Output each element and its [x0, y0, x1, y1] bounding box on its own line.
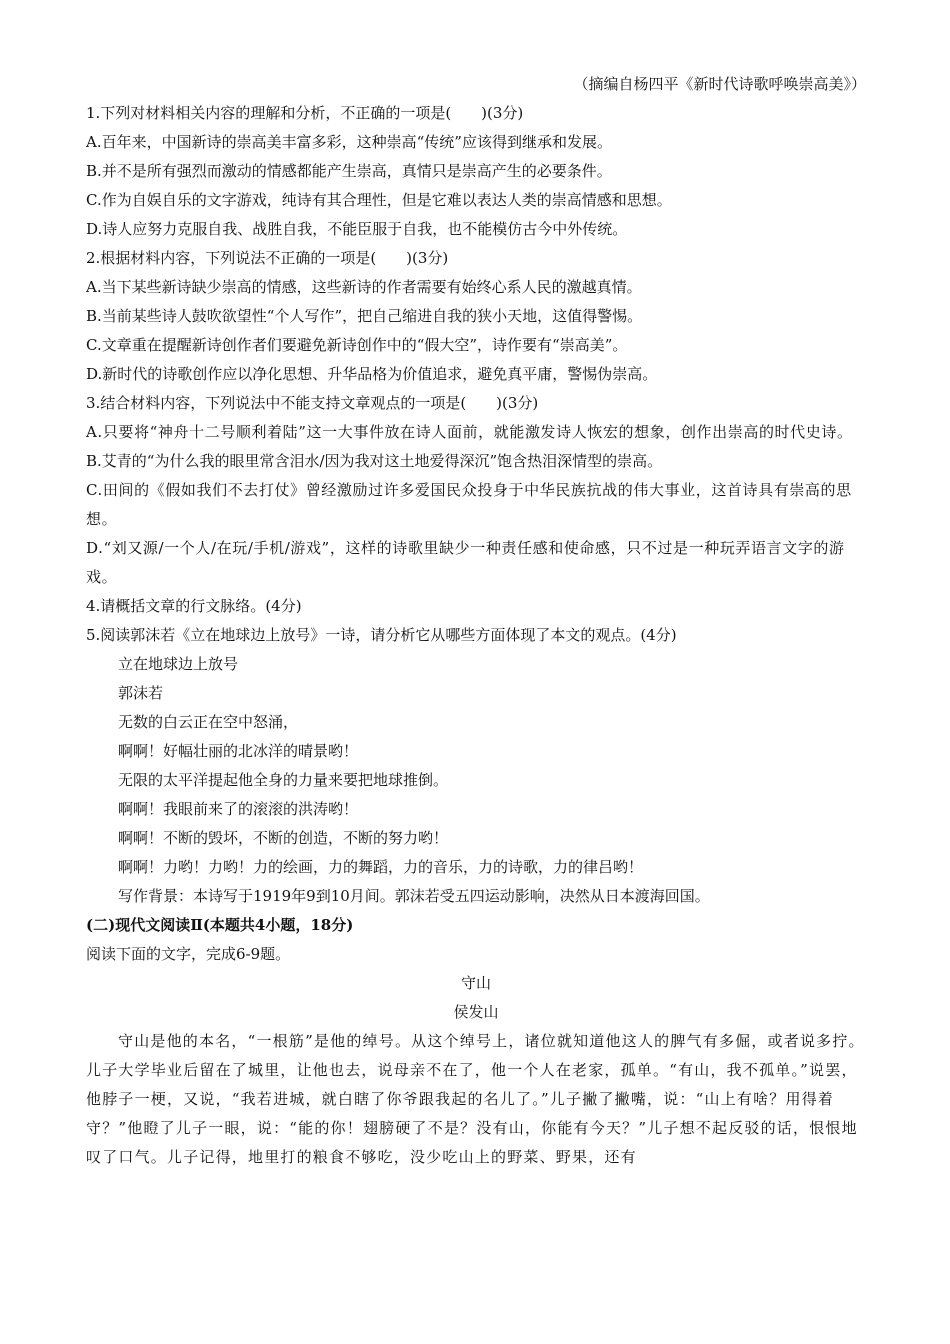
question-1-stem: 1.下列对材料相关内容的理解和分析，不正确的一项是( )(3分) — [86, 104, 524, 122]
exam-page — [86, 70, 866, 1172]
poem-line: 啊啊！我眼前来了的滚滚的洪涛哟！ — [118, 800, 359, 818]
poem-title: 立在地球边上放号 — [118, 655, 239, 673]
question-2-option-b: B.当前某些诗人鼓吹欲望性“个人写作”，把自己缩进自我的狭小天地，这值得警惕。 — [86, 307, 643, 325]
question-4: 4.请概括文章的行文脉络。(4分) — [86, 597, 302, 615]
question-1-option-d: D.诗人应努力克服自我、战胜自我，不能臣服于自我，也不能模仿古今中外传统。 — [86, 220, 628, 238]
story-paragraph: 守山是他的本名，“一根筋”是他的绰号。从这个绰号上，诸位就知道他这人的脾气有多倔，或者说多拧。儿子大学毕业后留在了城里，让他也去，说母亲不在了，他一个人在老家，孤单。“有山，我不孤单。”说罢，他脖子一梗，又说，“我若进城，就白瞎了你爷跟我起的名儿了。”儿子撇了撇嘴，说：“山上有啥？用得着守？”他瞪了儿子一眼，说：“能的你！翅膀硬了不是？没有山，你能有今天？”儿子想不起反驳的话，恨恨地叹了口气。儿子记得，地里打的粮食不够吃，没少吃山上的野菜、野果，还有 — [86, 1032, 865, 1166]
question-2-option-d: D.新时代的诗歌创作应以净化思想、升华品格为价值追求，避免真平庸，警惕伪崇高。 — [86, 365, 658, 383]
question-1-option-c: C.作为自娱自乐的文字游戏，纯诗有其合理性，但是它难以表达人类的崇高情感和思想。 — [86, 191, 672, 209]
question-1-option-b: B.并不是所有强烈而激动的情感都能产生崇高，真情只是崇高产生的必要条件。 — [86, 162, 612, 180]
poem-line: 啊啊！力哟！力哟！力的绘画，力的舞蹈，力的音乐，力的诗歌，力的律吕哟！ — [118, 858, 644, 876]
question-2-stem: 2.根据材料内容，下列说法不正确的一项是( )(3分) — [86, 249, 449, 267]
question-3-option-d: D.“刘又源/一个人/在玩/手机/游戏”，这样的诗歌里缺少一种责任感和使命感，只不过是一种玩弄语言文字的游戏。 — [86, 539, 845, 586]
story-author: 侯发山 — [453, 1003, 499, 1021]
question-2-option-c: C.文章重在提醒新诗创作者们要避免新诗创作中的“假大空”，诗作要有“崇高美”。 — [86, 336, 628, 354]
question-2-option-a: A.当下某些新诗缺少崇高的情感，这些新诗的作者需要有始终心系人民的激越真情。 — [86, 278, 642, 296]
question-3-option-c: C.田间的《假如我们不去打仗》曾经激励过许多爱国民众投身于中华民族抗战的伟大事业，这首诗具有崇高的思想。 — [86, 481, 852, 528]
poem-author: 郭沫若 — [118, 684, 164, 702]
poem-background: 写作背景：本诗写于1919年9到10月间。郭沫若受五四运动影响，决然从日本渡海回国。 — [118, 887, 710, 905]
poem-line: 啊啊！好幅壮丽的北冰洋的晴景哟！ — [118, 742, 359, 760]
source-citation: （摘编自杨四平《新时代诗歌呼唤崇高美》） — [573, 75, 866, 93]
question-3-stem: 3.结合材料内容，下列说法中不能支持文章观点的一项是( )(3分) — [86, 394, 539, 412]
section-2-instruction: 阅读下面的文字，完成6-9题。 — [86, 945, 291, 963]
question-3-option-b: B.艾青的“为什么我的眼里常含泪水/因为我对这土地爱得深沉”饱含热泪深情型的崇高。 — [86, 452, 663, 470]
poem-line: 无数的白云正在空中怒涌， — [118, 713, 299, 731]
question-1-option-a: A.百年来，中国新诗的崇高美丰富多彩，这种崇高“传统”应该得到继承和发展。 — [86, 133, 612, 151]
question-5: 5.阅读郭沫若《立在地球边上放号》一诗，请分析它从哪些方面体现了本文的观点。(4分) — [86, 626, 677, 644]
section-2-heading: (二)现代文阅读Ⅱ(本题共4小题，18分) — [86, 916, 354, 934]
story-title: 守山 — [460, 974, 491, 992]
poem-line: 啊啊！不断的毁坏，不断的创造，不断的努力哟！ — [118, 829, 449, 847]
question-3-option-a: A.只要将“神舟十二号顺利着陆”这一大事件放在诗人面前，就能激发诗人恢宏的想象，创作出崇高的时代史诗。 — [86, 423, 853, 441]
poem-line: 无限的太平洋提起他全身的力量来要把地球推倒。 — [118, 771, 449, 789]
